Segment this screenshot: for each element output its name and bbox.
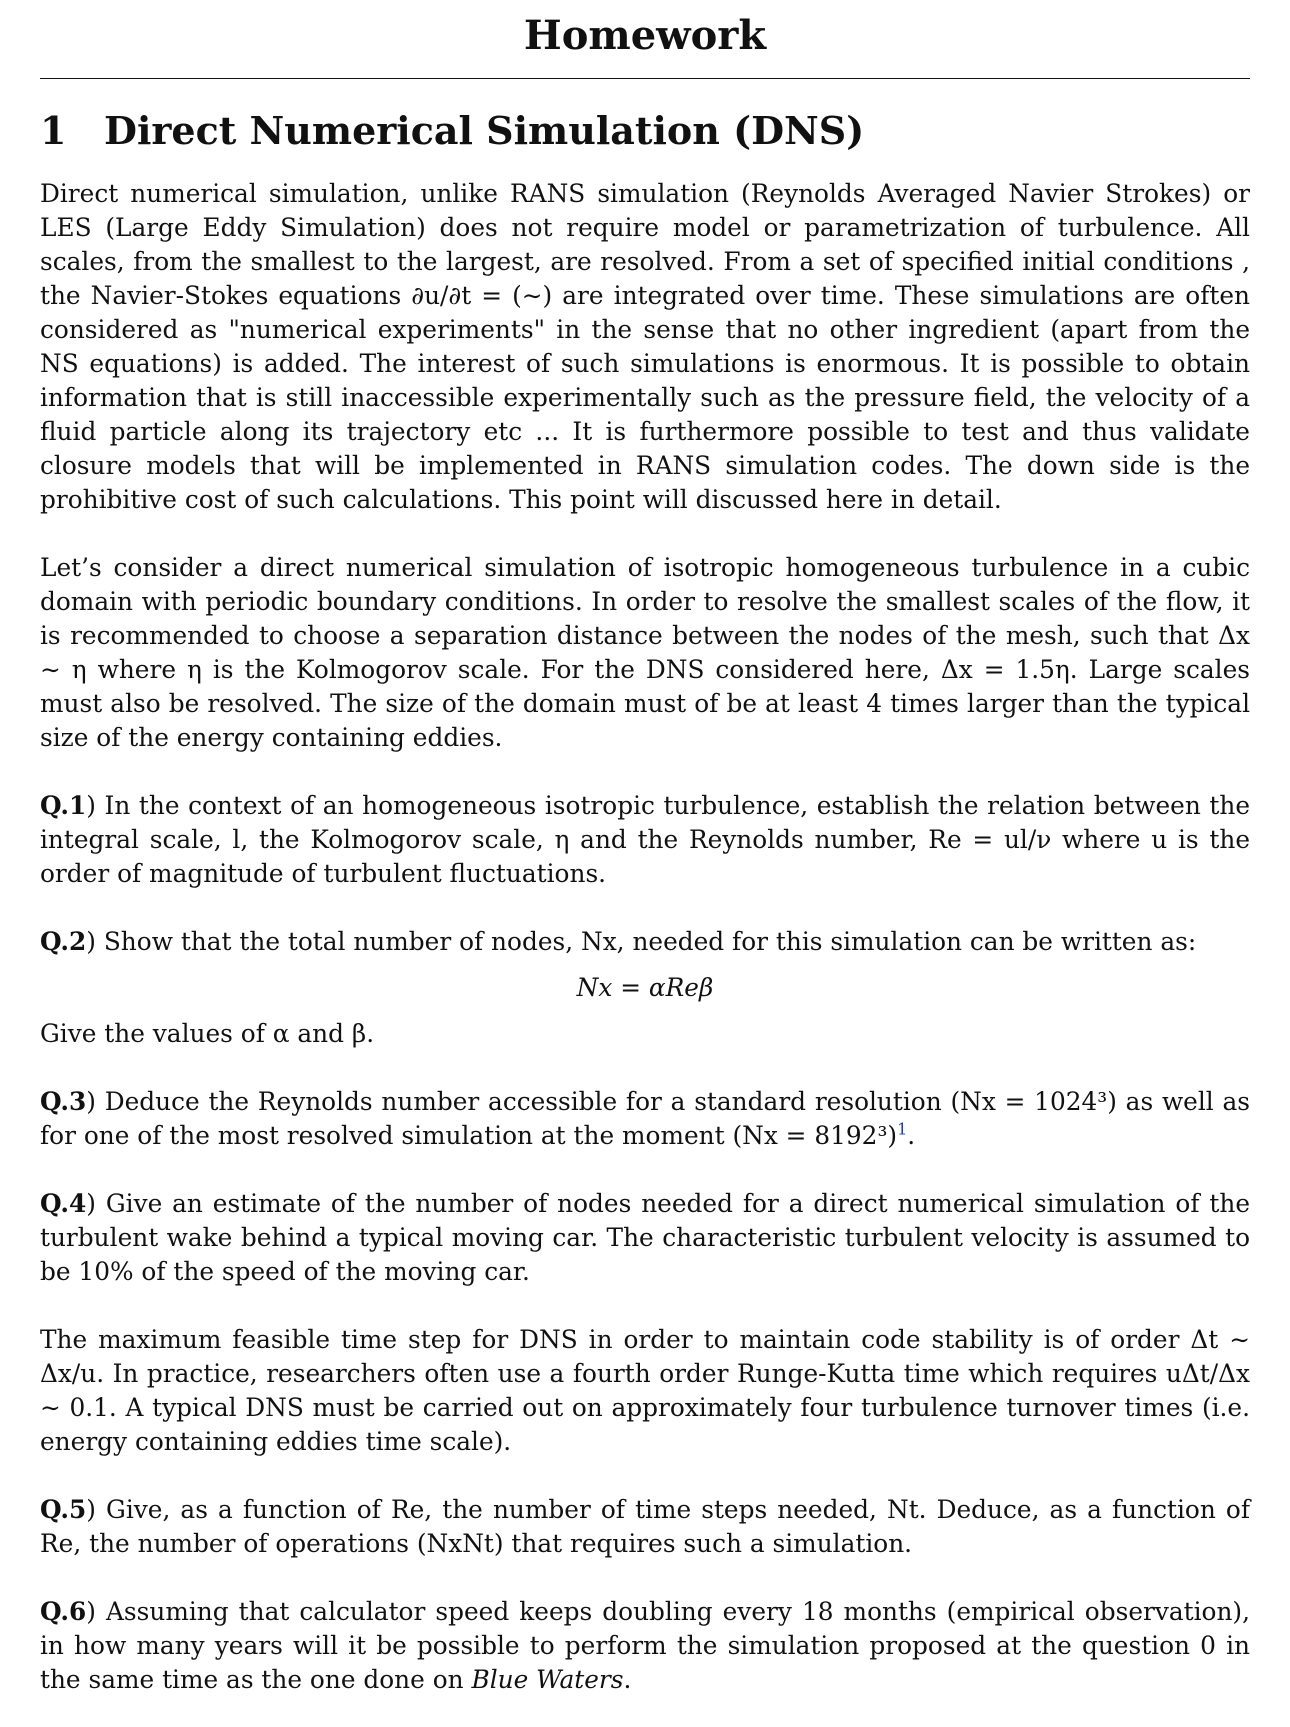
question-6-emphasis: Blue Waters (471, 1665, 624, 1694)
question-6 (40, 1595, 1250, 1697)
question-2-text: ) Show that the total number of nodes, Nx, needed for this simulation can be written as: (86, 927, 1197, 956)
question-2-equation: Nx = αReβ (576, 973, 714, 1002)
title-divider (40, 78, 1250, 79)
question-6-end: . (623, 1665, 632, 1694)
section-number: 1 (40, 108, 67, 153)
question-5-text: ) Give, as a function of Re, the number of time steps needed, Nt. Deduce, as a function of Re, the number of operations (NxNt) that requires such a simulation. (40, 1495, 1250, 1558)
question-2-label: Q.2 (40, 927, 87, 956)
question-1 (40, 789, 1250, 891)
section-heading (40, 109, 1250, 153)
footnote-marker[interactable]: 1 (897, 1119, 908, 1139)
question-3-end: . (907, 1121, 916, 1150)
question-3-label: Q.3 (40, 1087, 87, 1116)
page-title: Homework (523, 12, 767, 59)
question-2 (40, 925, 1250, 959)
timestep-paragraph: The maximum feasible time step for DNS in order to maintain code stability is of order Δt ∼ Δx/u. In practice, researchers often use a fourth order Runge-Kutta time which requires uΔt/Δx ∼ 0.1. A typical DNS must be carried out on approximately four turbulence turnover times (i.e. energy containing eddies time scale). (40, 1325, 1250, 1456)
question-1-label: Q.1 (40, 791, 87, 820)
question-1-text: ) In the context of an homogeneous isotropic turbulence, establish the relation between the integral scale, l, the Kolmogorov scale, η and the Reynolds number, Re = ul/ν where u is the order of magnitude of turbulent fluctuations. (40, 791, 1250, 888)
question-6-label: Q.6 (40, 1597, 87, 1626)
question-4-label: Q.4 (40, 1189, 87, 1218)
question-2-followup: Give the values of α and β. (40, 1019, 375, 1048)
question-3 (40, 1085, 1250, 1153)
question-4-text: ) Give an estimate of the number of nodes needed for a direct numerical simulation of the turbulent wake behind a typical moving car. The characteristic turbulent velocity is assumed to be 10% of the speed of the moving car. (40, 1189, 1250, 1286)
section-title: Direct Numerical Simulation (DNS) (104, 108, 865, 153)
question-3-text: ) Deduce the Reynolds number accessible for a standard resolution (Nx = 1024³) as well as for one of the most resolved simulation at the moment (Nx = 8192³) (40, 1087, 1250, 1150)
intro-paragraph: Direct numerical simulation, unlike RANS simulation (Reynolds Averaged Navier Strokes) or LES (Large Eddy Simulation) does not require model or parametrization of turbulence. All scales, from the smallest to the largest, are resolved. From a set of specified initial conditions , the Navier-Stokes equations ∂u/∂t = (∼) are integrated over time. These simulations are often considered as "numerical experiments" in the sense that no other ingredient (apart from the NS equations) is added. The interest of such simulations is enormous. It is possible to obtain information that is still inaccessible experimentally such as the pressure field, the velocity of a fluid particle along its trajectory etc ... It is furthermore possible to test and thus validate closure models that will be implemented in RANS simulation codes. The down side is the prohibitive cost of such calculations. This point will discussed here in detail. (40, 179, 1250, 514)
question-6-text: ) Assuming that calculator speed keeps doubling every 18 months (empirical observation), in how many years will it be possible to perform the simulation proposed at the question 0 in the same time as the one done on (40, 1597, 1250, 1694)
question-4 (40, 1187, 1250, 1289)
question-5-label: Q.5 (40, 1495, 87, 1524)
setup-paragraph: Let’s consider a direct numerical simulation of isotropic homogeneous turbulence in a cubic domain with periodic boundary conditions. In order to resolve the smallest scales of the flow, it is recommended to choose a separation distance between the nodes of the mesh, such that Δx ∼ η where η is the Kolmogorov scale. For the DNS considered here, Δx = 1.5η. Large scales must also be resolved. The size of the domain must of be at least 4 times larger than the typical size of the energy containing eddies. (40, 553, 1250, 752)
question-5 (40, 1493, 1250, 1561)
